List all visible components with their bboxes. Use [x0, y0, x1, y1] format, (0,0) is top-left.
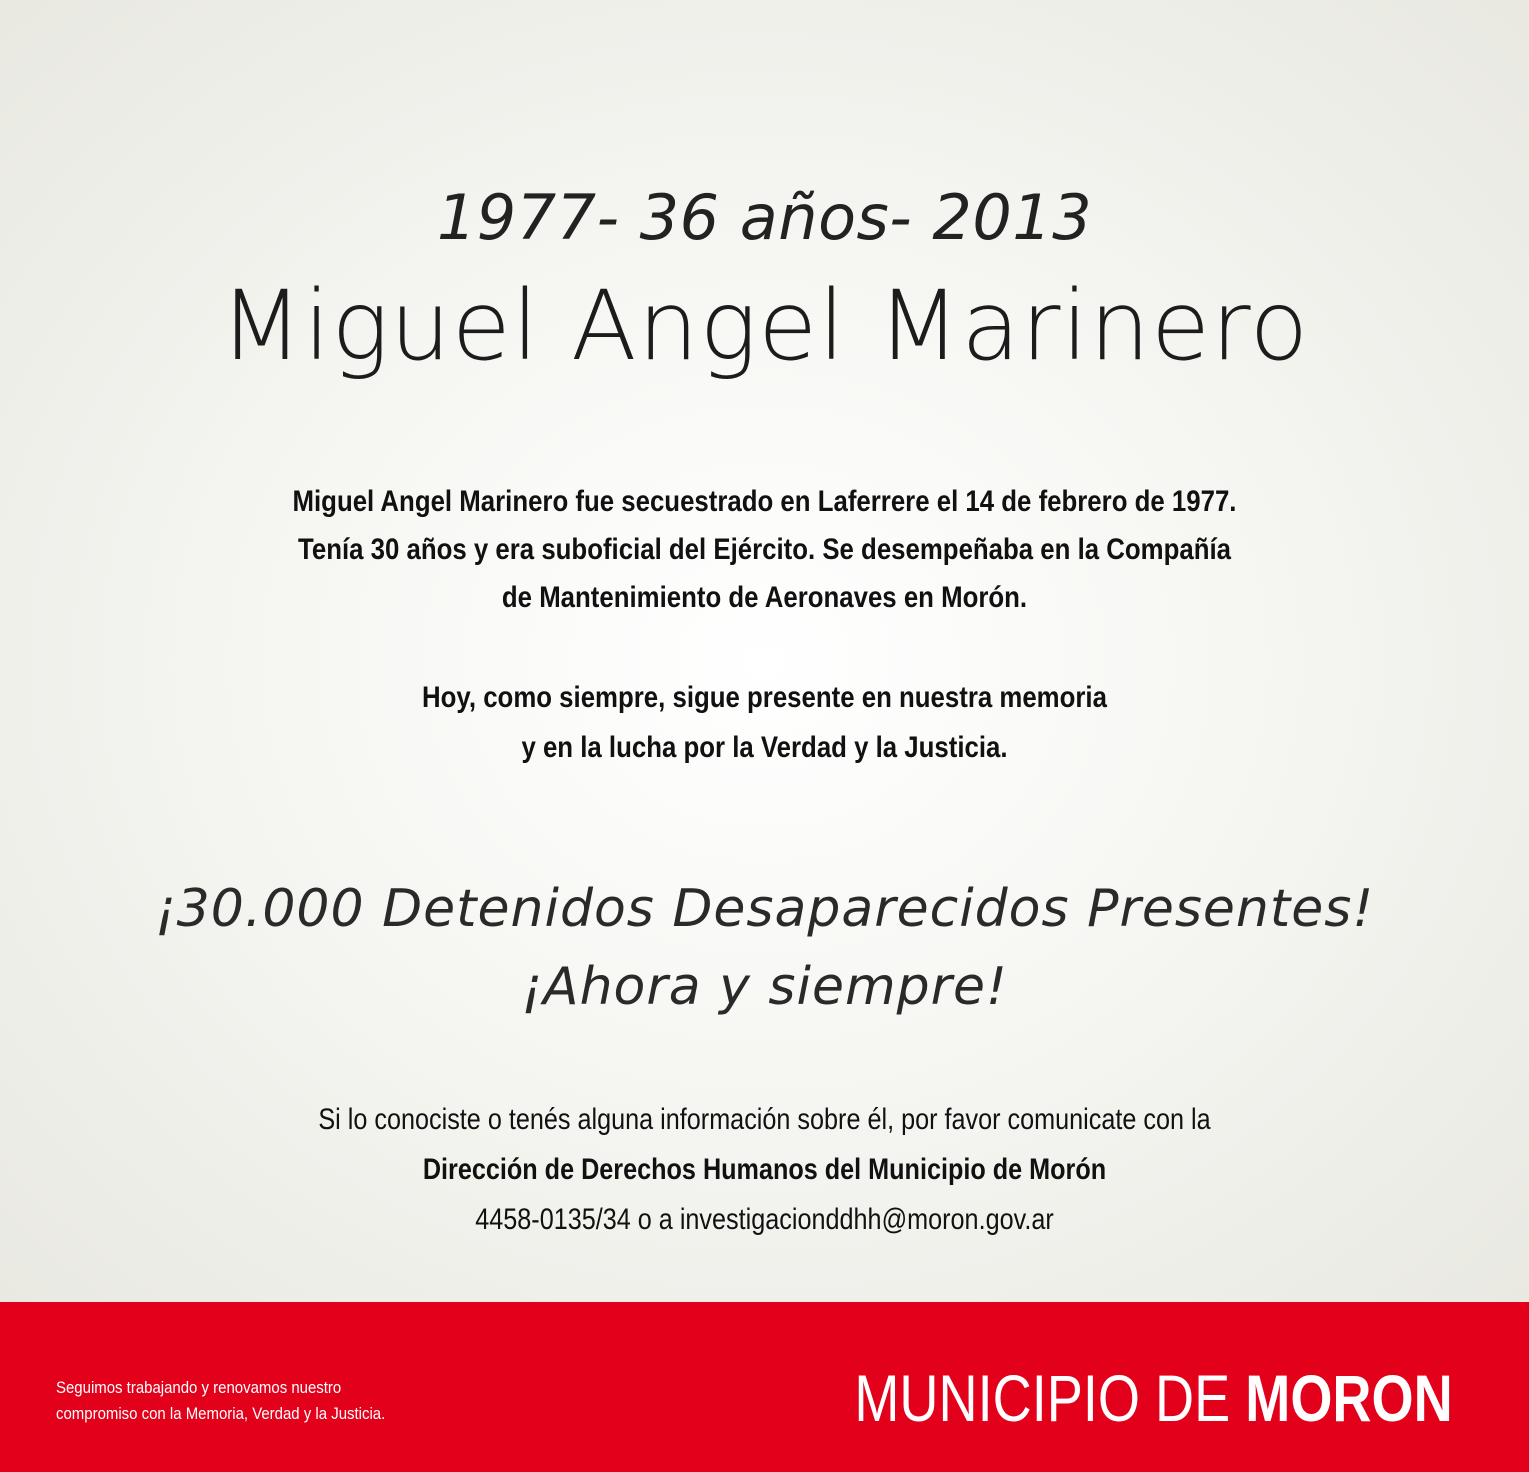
biography-paragraph — [0, 478, 1529, 622]
slogan-line: ¡30.000 Detenidos Desaparecidos Presentes! — [154, 879, 1375, 939]
biography-line: Tenía 30 años y era suboficial del Ejército. Se desempeñaba en la Compañía — [298, 533, 1231, 566]
memory-line: y en la lucha por la Verdad y la Justicia. — [521, 731, 1008, 764]
contact-details: 4458-0135/34 o a investigacionddhh@moron.gov.ar — [475, 1203, 1054, 1236]
footer-note-line: compromiso con la Memoria, Verdad y la Justicia. — [56, 1404, 386, 1423]
footer-commitment-note — [56, 1375, 385, 1427]
footer-note-line: Seguimos trabajando y renovamos nuestro — [56, 1378, 342, 1397]
years-heading: 1977- 36 años- 2013 — [436, 181, 1093, 254]
footer-bar — [0, 1302, 1529, 1472]
memory-line: Hoy, como siempre, sigue presente en nuestra memoria — [422, 681, 1107, 714]
contact-intro: Si lo conociste o tenés alguna información sobre él, por favor comunicate con la — [318, 1103, 1211, 1136]
municipality-logo — [855, 1358, 1453, 1438]
logo-text-light: MUNICIPIO DE — [854, 1361, 1246, 1435]
contact-info — [0, 1095, 1529, 1245]
slogan-line: ¡Ahora y siempre! — [521, 957, 1008, 1017]
person-name-title: Miguel Angel Marinero — [219, 270, 1310, 382]
biography-line: Miguel Angel Marinero fue secuestrado en Laferrere el 14 de febrero de 1977. — [292, 485, 1237, 518]
contact-office: Dirección de Derechos Humanos del Municipio de Morón — [422, 1153, 1107, 1186]
biography-line: de Mantenimiento de Aeronaves en Morón. — [501, 581, 1028, 614]
slogan — [0, 870, 1529, 1026]
logo-text-bold: MORON — [1245, 1361, 1453, 1435]
memory-paragraph — [0, 673, 1529, 773]
